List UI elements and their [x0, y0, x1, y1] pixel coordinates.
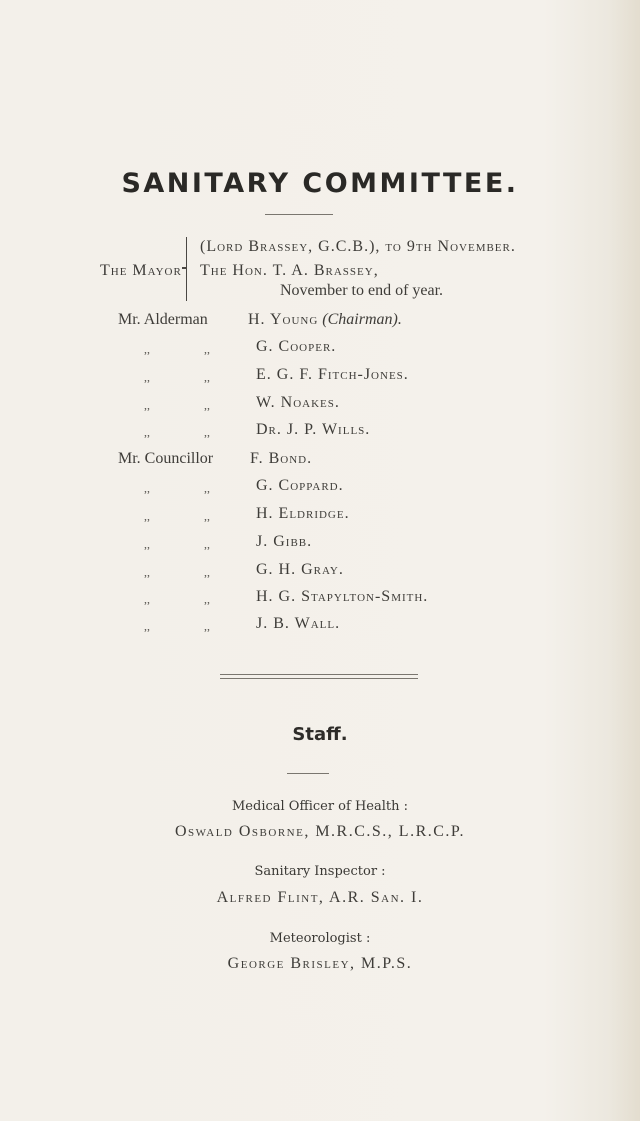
councillor-title: Mr. Councillor: [118, 450, 214, 467]
councillor-name: J. B. Wall.: [256, 615, 341, 632]
staff-role: Medical Officer of Health :: [232, 799, 408, 814]
alderman-first-entry: [248, 311, 402, 329]
staff-role: Sanitary Inspector :: [254, 864, 386, 879]
staff-name: George Brisley, M.P.S.: [227, 955, 413, 972]
ditto-mark: ,,: [144, 509, 150, 523]
staff-name: Oswald Osborne, M.R.C.S., L.R.C.P.: [174, 823, 466, 840]
staff-divider: [287, 773, 329, 774]
ditto-mark: ,,: [204, 370, 210, 384]
ditto-mark: ,,: [144, 619, 150, 633]
ditto-mark: ,,: [144, 592, 150, 606]
ditto-mark: ,,: [204, 342, 210, 356]
mayor-brace: [186, 237, 193, 301]
mayor-line-3: November to end of year.: [280, 282, 444, 299]
title-divider: [265, 214, 333, 215]
ditto-mark: ,,: [144, 481, 150, 495]
ditto-mark: ,,: [144, 565, 150, 579]
alderman-first-name: H. Young: [248, 311, 319, 328]
councillor-name: J. Gibb.: [256, 533, 313, 550]
mayor-line-2-text: The Hon. T. A. Brassey,: [200, 262, 379, 279]
ditto-mark: ,,: [144, 370, 150, 384]
ditto-mark: ,,: [204, 425, 210, 439]
ditto-mark: ,,: [144, 537, 150, 551]
mayor-label: The Mayor: [100, 262, 182, 279]
staff-heading: Staff.: [292, 724, 348, 745]
ditto-mark: ,,: [204, 592, 210, 606]
ditto-mark: ,,: [204, 537, 210, 551]
alderman-title: Mr. Alderman: [118, 311, 208, 328]
councillor-name: G. Coppard.: [256, 477, 344, 494]
staff-role: Meteorologist :: [269, 931, 371, 946]
ditto-mark: ,,: [204, 509, 210, 523]
alderman-name: W. Noakes.: [256, 394, 340, 411]
councillor-name: H. G. Stapylton-Smith.: [256, 588, 429, 605]
ditto-mark: ,,: [204, 565, 210, 579]
councillor-name: G. H. Gray.: [256, 561, 344, 578]
ditto-mark: ,,: [144, 342, 150, 356]
mayor-line-1: (Lord Brassey, G.C.B.), to 9th November.: [200, 238, 516, 255]
mayor-brace-tip: [182, 267, 187, 269]
alderman-name: E. G. F. Fitch-Jones.: [256, 366, 409, 383]
section-divider: [220, 674, 418, 675]
ditto-mark: ,,: [144, 398, 150, 412]
councillor-name: H. Eldridge.: [256, 505, 350, 522]
ditto-mark: ,,: [204, 481, 210, 495]
ditto-mark: ,,: [204, 619, 210, 633]
alderman-first-role: (Chairman).: [322, 311, 402, 328]
ditto-mark: ,,: [204, 398, 210, 412]
staff-name: Alfred Flint, A.R. San. I.: [216, 889, 424, 906]
page-title: SANITARY COMMITTEE.: [121, 168, 519, 199]
alderman-name: G. Cooper.: [256, 338, 337, 355]
councillor-first-name: F. Bond.: [250, 450, 313, 467]
section-divider: [220, 678, 418, 679]
mayor-line-2: [200, 262, 379, 280]
alderman-name: Dr. J. P. Wills.: [256, 421, 371, 438]
ditto-mark: ,,: [144, 425, 150, 439]
